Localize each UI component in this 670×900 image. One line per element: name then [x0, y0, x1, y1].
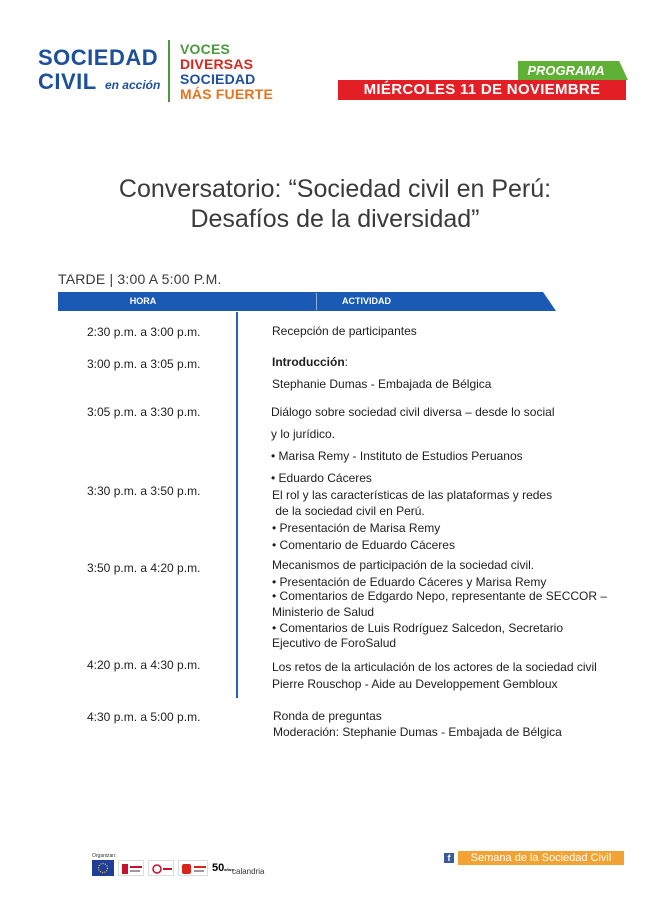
column-header-actividad: ACTIVIDAD: [342, 296, 391, 306]
50-anos-logo: [212, 860, 234, 876]
schedule-time: 3:00 p.m. a 3:05 p.m.: [87, 357, 201, 371]
schedule-time: 4:20 p.m. a 4:30 p.m.: [87, 658, 201, 672]
schedule-activity-speaker: Pierre Rouschop - Aide au Developpement Gembloux: [272, 677, 558, 691]
schedule-activity-speaker: Ministerio de Salud: [272, 605, 375, 619]
logo-en-accion: en acción: [104, 78, 161, 92]
session-label: TARDE | 3:00 A 5:00 P.M.: [58, 271, 222, 287]
timeline-divider: [236, 312, 238, 698]
facebook-page-link[interactable]: Semana de la Sociedad Civil: [458, 851, 624, 865]
title-line-1: Conversatorio: “Sociedad civil en Perú:: [118, 175, 552, 203]
schedule-activity: El rol y las características de las plataformas y redes: [272, 488, 553, 502]
schedule-activity: Diálogo sobre sociedad civil diversa – desde lo social: [271, 405, 555, 419]
logo-civil: [38, 71, 160, 96]
programa-badge: PROGRAMA: [527, 63, 605, 78]
schedule-activity-speaker: • Presentación de Marisa Remy: [272, 521, 441, 535]
schedule-activity: Recepción de participantes: [272, 324, 417, 338]
organizers-label: Organizan:: [92, 853, 117, 859]
logo-divider: [168, 40, 170, 102]
eu-flag-icon: [92, 860, 114, 876]
schedule-time: 2:30 p.m. a 3:00 p.m.: [87, 325, 201, 339]
date-banner: MIÉRCOLES 11 DE NOVIEMBRE: [363, 81, 601, 98]
schedule-time: 3:50 p.m. a 4:20 p.m.: [87, 561, 201, 575]
cooperacion-logo-icon: [178, 860, 208, 876]
aecid-logo-icon: [148, 860, 174, 876]
spain-logo-icon: [118, 860, 144, 876]
schedule-activity-heading: [272, 355, 348, 369]
page-title: [0, 174, 670, 234]
column-header-divider: [316, 293, 317, 310]
schedule-time: 4:30 p.m. a 5:00 p.m.: [87, 710, 201, 724]
schedule-activity-speaker: • Presentación de Eduardo Cáceres y Marisa Remy: [272, 575, 547, 589]
schedule-activity-speaker: • Comentarios de Edgardo Nepo, representante de SECCOR –: [272, 589, 608, 603]
heading-colon: :: [344, 355, 349, 369]
schedule-activity-speaker: Ejecutivo de ForoSalud: [272, 636, 397, 650]
schedule-time: 3:30 p.m. a 3:50 p.m.: [87, 484, 201, 498]
schedule-activity-speaker: Moderación: Stephanie Dumas - Embajada de Bélgica: [273, 725, 562, 739]
column-header-hora: HORA: [129, 296, 157, 306]
50-anos-number: 50: [212, 862, 225, 874]
schedule-activity-speaker: • Comentarios de Luis Rodríguez Salcedon, Secretario: [272, 621, 564, 635]
schedule-time: 3:05 p.m. a 3:30 p.m.: [87, 405, 201, 419]
logo-sociedad: SOCIEDAD: [38, 45, 159, 70]
schedule-activity: de la sociedad civil en Perú.: [272, 504, 425, 518]
schedule-activity-speaker: • Comentario de Eduardo Cáceres: [272, 538, 455, 552]
tagline-mas-fuerte: MÁS FUERTE: [180, 86, 273, 102]
logo-civil-text: CIVIL: [38, 69, 97, 94]
schedule-activity-speaker: • Eduardo Cáceres: [271, 471, 372, 485]
schedule-activity: Los retos de la articulación de los actores de la sociedad civil: [272, 660, 597, 674]
tagline-diversas: DIVERSAS: [180, 56, 254, 72]
50-anos-text: años: [224, 867, 234, 872]
tagline-voces: VOCES: [180, 41, 231, 57]
schedule-activity: Stephanie Dumas - Embajada de Bélgica: [272, 377, 492, 391]
heading-introduccion: Introducción: [272, 355, 345, 369]
calandria-logo: calandria: [232, 867, 265, 876]
schedule-activity: y lo jurídico.: [271, 427, 336, 441]
schedule-activity-speaker: • Marisa Remy - Instituto de Estudios Peruanos: [271, 449, 523, 463]
title-line-2: Desafíos de la diversidad”: [190, 205, 480, 233]
facebook-icon[interactable]: f: [444, 853, 454, 863]
schedule-activity: Mecanismos de participación de la sociedad civil.: [272, 558, 535, 572]
tagline-sociedad: SOCIEDAD: [180, 71, 256, 87]
schedule-activity: Ronda de preguntas: [273, 709, 382, 723]
